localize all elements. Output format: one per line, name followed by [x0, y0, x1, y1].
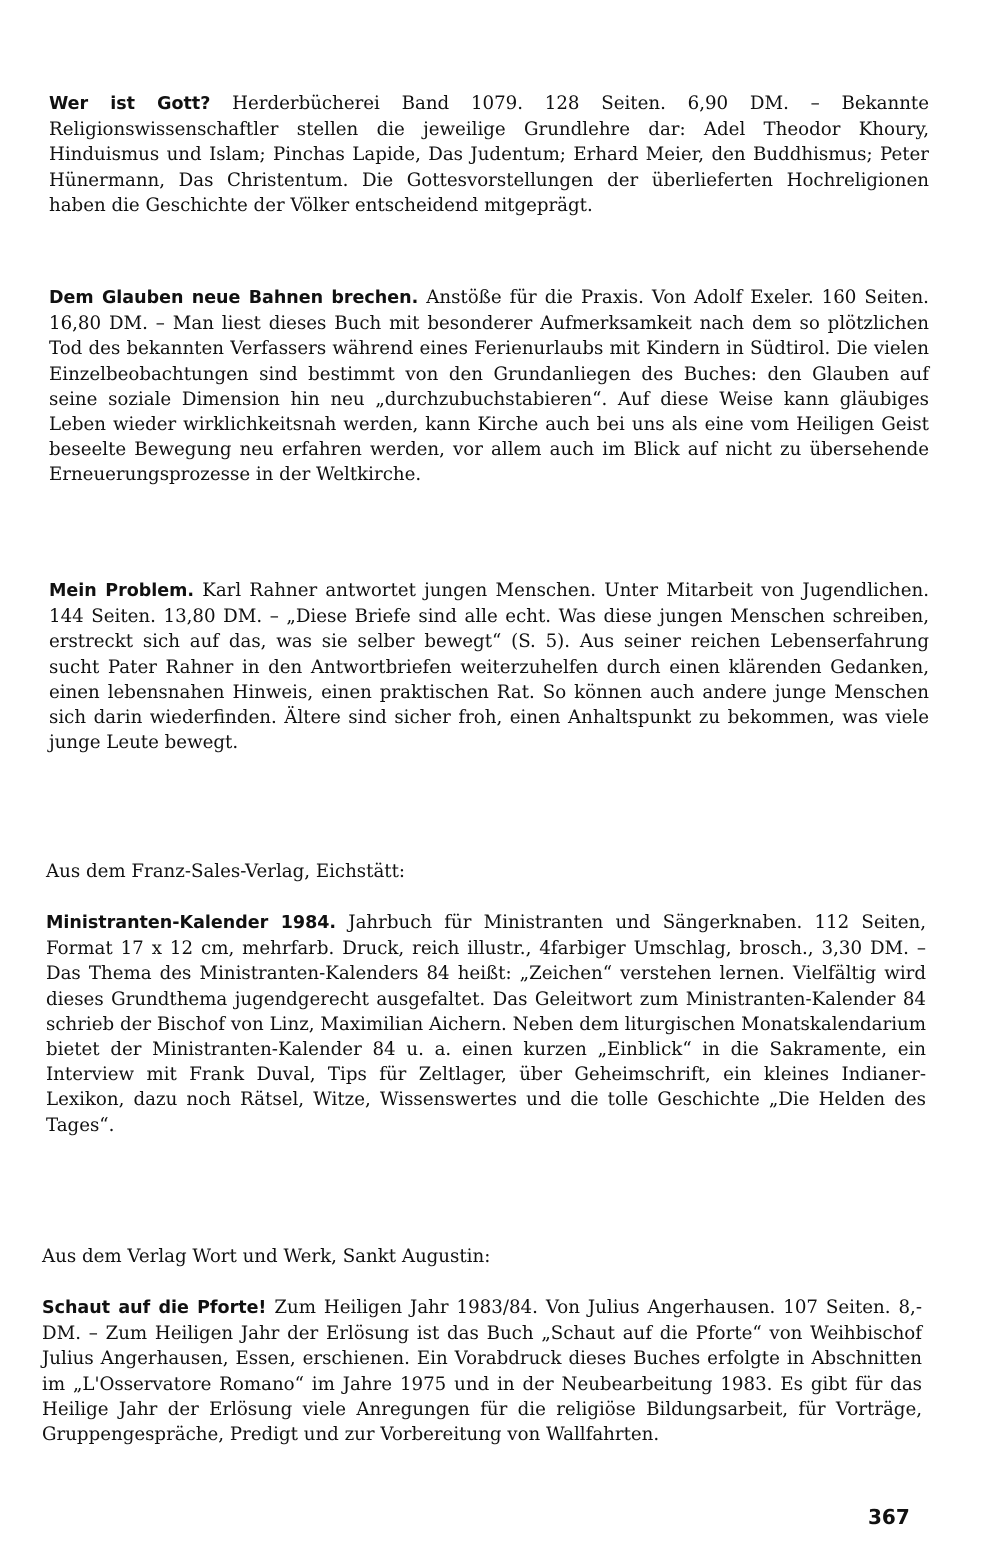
page-number: 367 [868, 1505, 910, 1529]
publisher-heading: Aus dem Franz-Sales-Verlag, Eichstätt: [46, 861, 406, 882]
review-entry [49, 91, 929, 218]
book-title: Wer ist Gott? [49, 94, 211, 114]
book-title: Schaut auf die Pforte! [42, 1298, 267, 1318]
review-entry [49, 578, 929, 755]
book-title: Ministranten-Kalender 1984. [46, 913, 337, 933]
review-entry [46, 910, 926, 1138]
review-text: Anstöße für die Praxis. Von Adolf Exeler. 160 Seiten. 16,80 DM. – Man liest dieses Buch mit besonderer Aufmerksamkeit nach dem so plötzlichen Tod des bekannten Verfassers während eines Ferienurlaubs mit Kindern in Südtirol. Die vielen Einzelbeobachtungen sind bestimmt von den Grundanliegen des Buches: den Glauben auf seine soziale Dimension hin neu „durchzubuchstabieren“. Auf diese Weise kann gläubiges Leben wieder wirklichkeitsnah werden, kann Kirche auch bei uns als eine vom Heiligen Geist beseelte Bewegung neu erfahren werden, vor allem auch im Blick auf nicht zu übersehende Erneuerungsprozesse in der Weltkirche. [49, 287, 929, 486]
publisher-heading: Aus dem Verlag Wort und Werk, Sankt Augustin: [42, 1246, 491, 1267]
review-entry [49, 285, 929, 488]
review-text: Jahrbuch für Ministranten und Sängerknaben. 112 Seiten, Format 17 x 12 cm, mehrfarb. Druck, reich illustr., 4farbiger Umschlag, brosch., 3,30 DM. – Das Thema des Ministranten-Kalenders 84 heißt: „Zeichen“ verstehen lernen. Vielfältig wird dieses Grundthema jugendgerecht ausgefaltet. Das Geleitwort zum Ministranten-Kalender 84 schrieb der Bischof von Linz, Maximilian Aichern. Neben dem liturgischen Monatskalendarium bietet der Ministranten-Kalender 84 u. a. einen kurzen „Einblick“ in die Sakramente, ein Interview mit Frank Duval, Tips für Zeltlager, über Geheimschrift, ein kleines Indianer-Lexikon, dazu noch Rätsel, Witze, Wissenswertes und die tolle Geschichte „Die Helden des Tages“. [46, 912, 926, 1136]
review-text: Herderbücherei Band 1079. 128 Seiten. 6,90 DM. – Bekannte Religionswissenschaftler stellen die jeweilige Grundlehre dar: Adel Theodor Khoury, Hinduismus und Islam; Pinchas Lapide, Das Judentum; Erhard Meier, den Buddhismus; Peter Hünermann, Das Christentum. Die Gottesvorstellungen der überlieferten Hochreligionen haben die Geschichte der Völker entscheidend mitgeprägt. [49, 93, 929, 216]
book-title: Dem Glauben neue Bahnen brechen. [49, 288, 419, 308]
review-text: Zum Heiligen Jahr 1983/84. Von Julius Angerhausen. 107 Seiten. 8,- DM. – Zum Heiligen Jahr der Erlösung ist das Buch „Schaut auf die Pforte“ von Weihbischof Julius Angerhausen, Essen, erschienen. Ein Vorabdruck dieses Buches erfolgte in Abschnitten im „L'Osservatore Romano“ im Jahre 1975 und in der Neubearbeitung 1983. Es gibt für das Heilige Jahr der Erlösung viele Anregungen für die religiöse Bildungsarbeit, für Vorträge, Gruppengespräche, Predigt und zur Vorbereitung von Wallfahrten. [42, 1297, 922, 1446]
review-entry [42, 1295, 922, 1447]
review-text: Karl Rahner antwortet jungen Menschen. Unter Mitarbeit von Jugendlichen. 144 Seiten. 13,80 DM. – „Diese Briefe sind alle echt. Was diese jungen Menschen schreiben, erstreckt sich auf das, was sie selber bewegt“ (S. 5). Aus seiner reichen Lebenserfahrung sucht Pater Rahner in den Antwortbriefen weiterzuhelfen durch einen klärenden Gedanken, einen lebensnahen Hinweis, einen praktischen Rat. So können auch andere junge Menschen sich darin wiederfinden. Ältere sind sicher froh, einen Anhaltspunkt zu bekommen, was viele junge Leute bewegt. [49, 580, 929, 754]
book-title: Mein Problem. [49, 581, 195, 601]
